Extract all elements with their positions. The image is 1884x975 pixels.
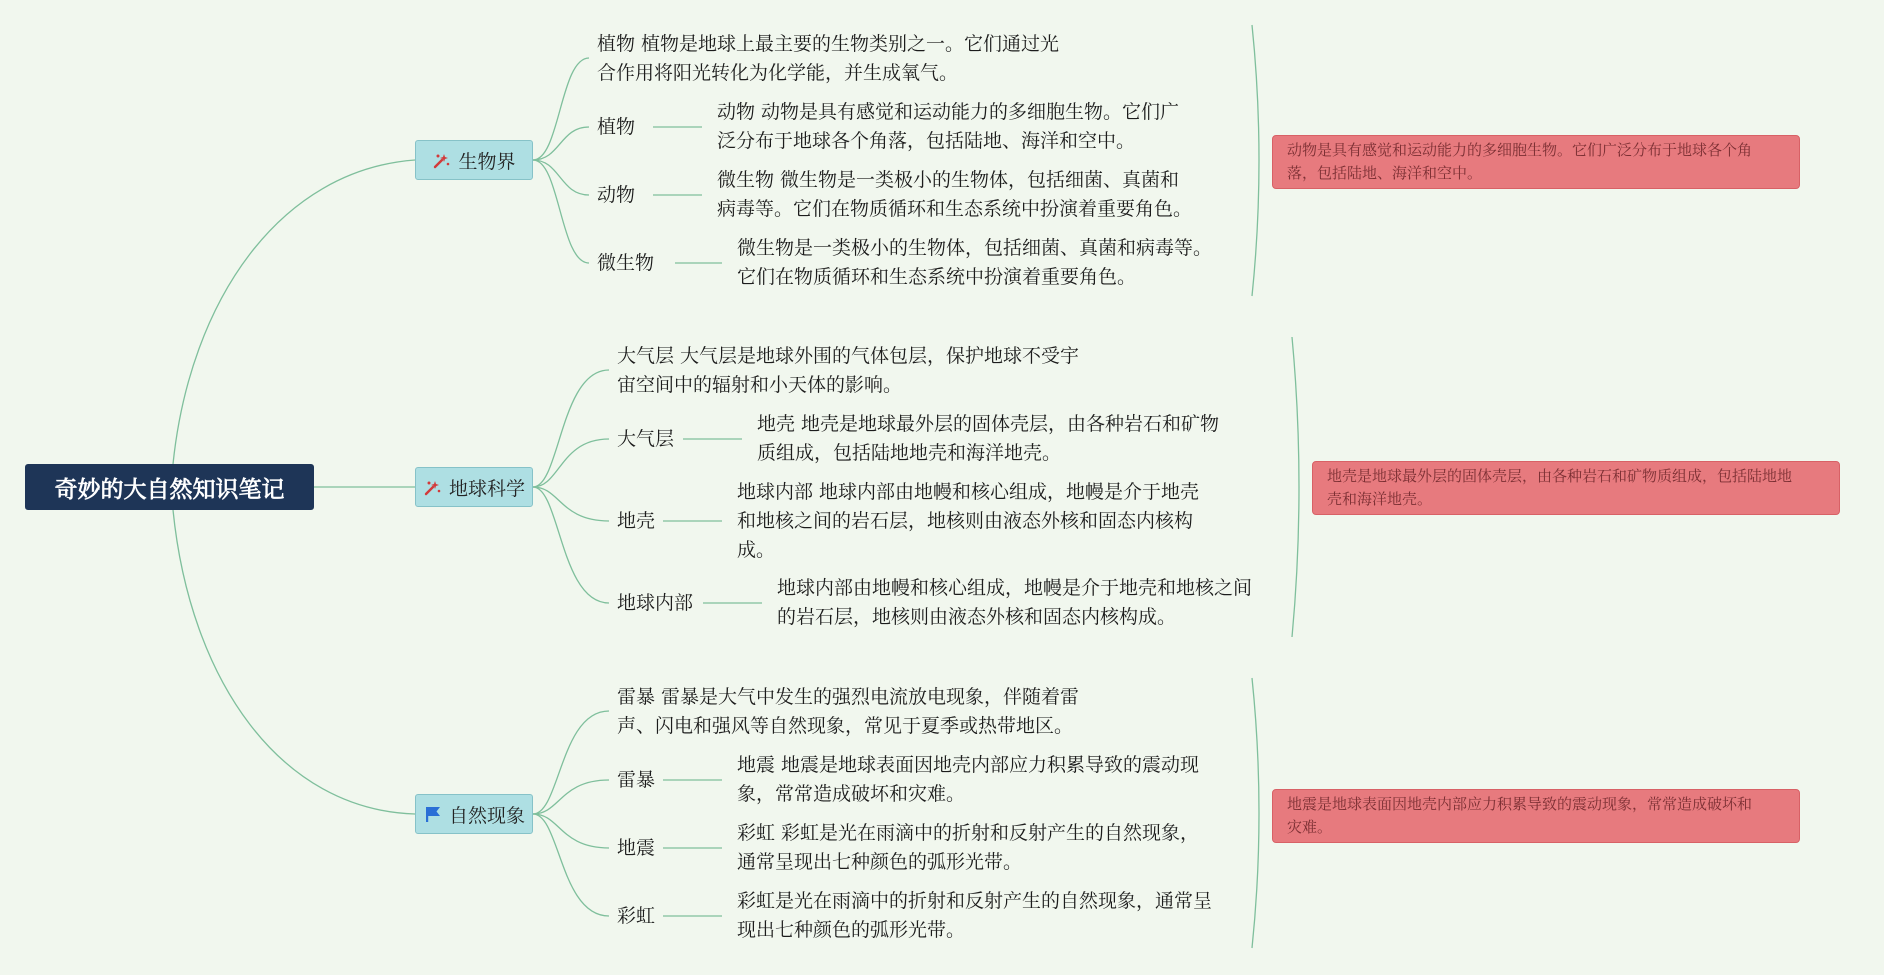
connector-line — [533, 439, 609, 487]
branch-topic-earth[interactable] — [415, 467, 533, 507]
subtopic-label[interactable]: 地壳 — [617, 510, 656, 532]
subtopic-label[interactable]: 地震 — [617, 837, 656, 859]
connector-line — [533, 160, 589, 195]
connector-line — [533, 487, 609, 521]
subtopic-label[interactable]: 动物 — [597, 184, 636, 206]
connector-line — [173, 510, 415, 814]
branch-topic-bio[interactable] — [415, 140, 533, 180]
branch-label: 地球科学 — [448, 477, 525, 500]
intro-text: 雷暴 雷暴是大气中发生的强烈电流放电现象，伴随着雷 声、闪电和强风等自然现象，常见于夏季或热带地区。 — [617, 686, 1080, 737]
branch-label: 自然现象 — [448, 804, 525, 827]
subtopic-text: 地震 地震是地球表面因地壳内部应力积累导致的震动现 象，常常造成破坏和灾难。 — [737, 754, 1200, 805]
connector-line — [533, 780, 609, 814]
connector-line — [173, 160, 415, 464]
subtopic-text: 地壳 地壳是地球最外层的固体壳层，由各种岩石和矿物 质组成，包括陆地地壳和海洋地壳。 — [757, 413, 1220, 464]
subtopic-text: 微生物 微生物是一类极小的生物体，包括细菌、真菌和 病毒等。它们在物质循环和生态系统中扮演着重要角色。 — [717, 169, 1193, 220]
connector-line — [533, 58, 589, 160]
sparkle-icon — [432, 150, 452, 170]
note-card[interactable]: 地壳是地球最外层的固体壳层，由各种岩石和矿物质组成，包括陆地地 壳和海洋地壳。 — [1312, 461, 1840, 515]
subtopic-text: 地球内部 地球内部由地幔和核心组成，地幔是介于地壳 和地核之间的岩石层，地核则由液态外核和固态内核构 成。 — [737, 481, 1200, 561]
subtopic-label[interactable]: 彩虹 — [617, 905, 656, 927]
subtopic-label[interactable]: 雷暴 — [617, 769, 656, 791]
subtopic-text: 彩虹是光在雨滴中的折射和反射产生的自然现象，通常呈 现出七种颜色的弧形光带。 — [737, 890, 1213, 941]
connector-line — [533, 370, 609, 487]
intro-text: 大气层 大气层是地球外围的气体包层，保护地球不受宇 宙空间中的辐射和小天体的影响。 — [617, 345, 1080, 396]
connector-line — [533, 814, 609, 848]
subtopic-text: 地球内部由地幔和核心组成，地幔是介于地壳和地核之间 的岩石层，地核则由液态外核和固态内核构成。 — [777, 577, 1253, 628]
subtopic-label[interactable]: 微生物 — [597, 252, 655, 274]
connector-line — [533, 711, 609, 814]
subtopic-label[interactable]: 植物 — [597, 116, 636, 138]
connector-line — [533, 487, 609, 603]
branch-label: 生物界 — [458, 150, 516, 173]
subtopic-label[interactable]: 地球内部 — [617, 592, 694, 614]
subtopic-text: 动物 动物是具有感觉和运动能力的多细胞生物。它们广 泛分布于地球各个角落，包括陆地、海洋和空中。 — [717, 101, 1180, 152]
subtopic-label[interactable]: 大气层 — [617, 428, 675, 450]
flag-icon — [423, 804, 443, 824]
note-card[interactable]: 动物是具有感觉和运动能力的多细胞生物。它们广泛分布于地球各个角 落，包括陆地、海洋和空中。 — [1272, 135, 1800, 189]
note-card[interactable]: 地震是地球表面因地壳内部应力积累导致的震动现象，常常造成破坏和 灾难。 — [1272, 789, 1800, 843]
connector-line — [1252, 25, 1259, 296]
subtopic-text: 微生物是一类极小的生物体，包括细菌、真菌和病毒等。 它们在物质循环和生态系统中扮演着重要角色。 — [737, 237, 1213, 288]
subtopic-text: 彩虹 彩虹是光在雨滴中的折射和反射产生的自然现象， 通常呈现出七种颜色的弧形光带。 — [737, 822, 1200, 873]
connector-line — [533, 160, 589, 263]
connector-line — [533, 814, 609, 916]
branch-topic-nature[interactable] — [415, 794, 533, 834]
intro-text: 植物 植物是地球上最主要的生物类别之一。它们通过光 合作用将阳光转化为化学能，并生成氧气。 — [597, 33, 1060, 84]
sparkle-icon — [423, 477, 443, 497]
root-topic[interactable]: 奇妙的大自然知识笔记 — [25, 464, 314, 510]
connector-line — [1252, 678, 1259, 948]
connector-line — [533, 127, 589, 160]
connector-line — [1292, 337, 1299, 637]
